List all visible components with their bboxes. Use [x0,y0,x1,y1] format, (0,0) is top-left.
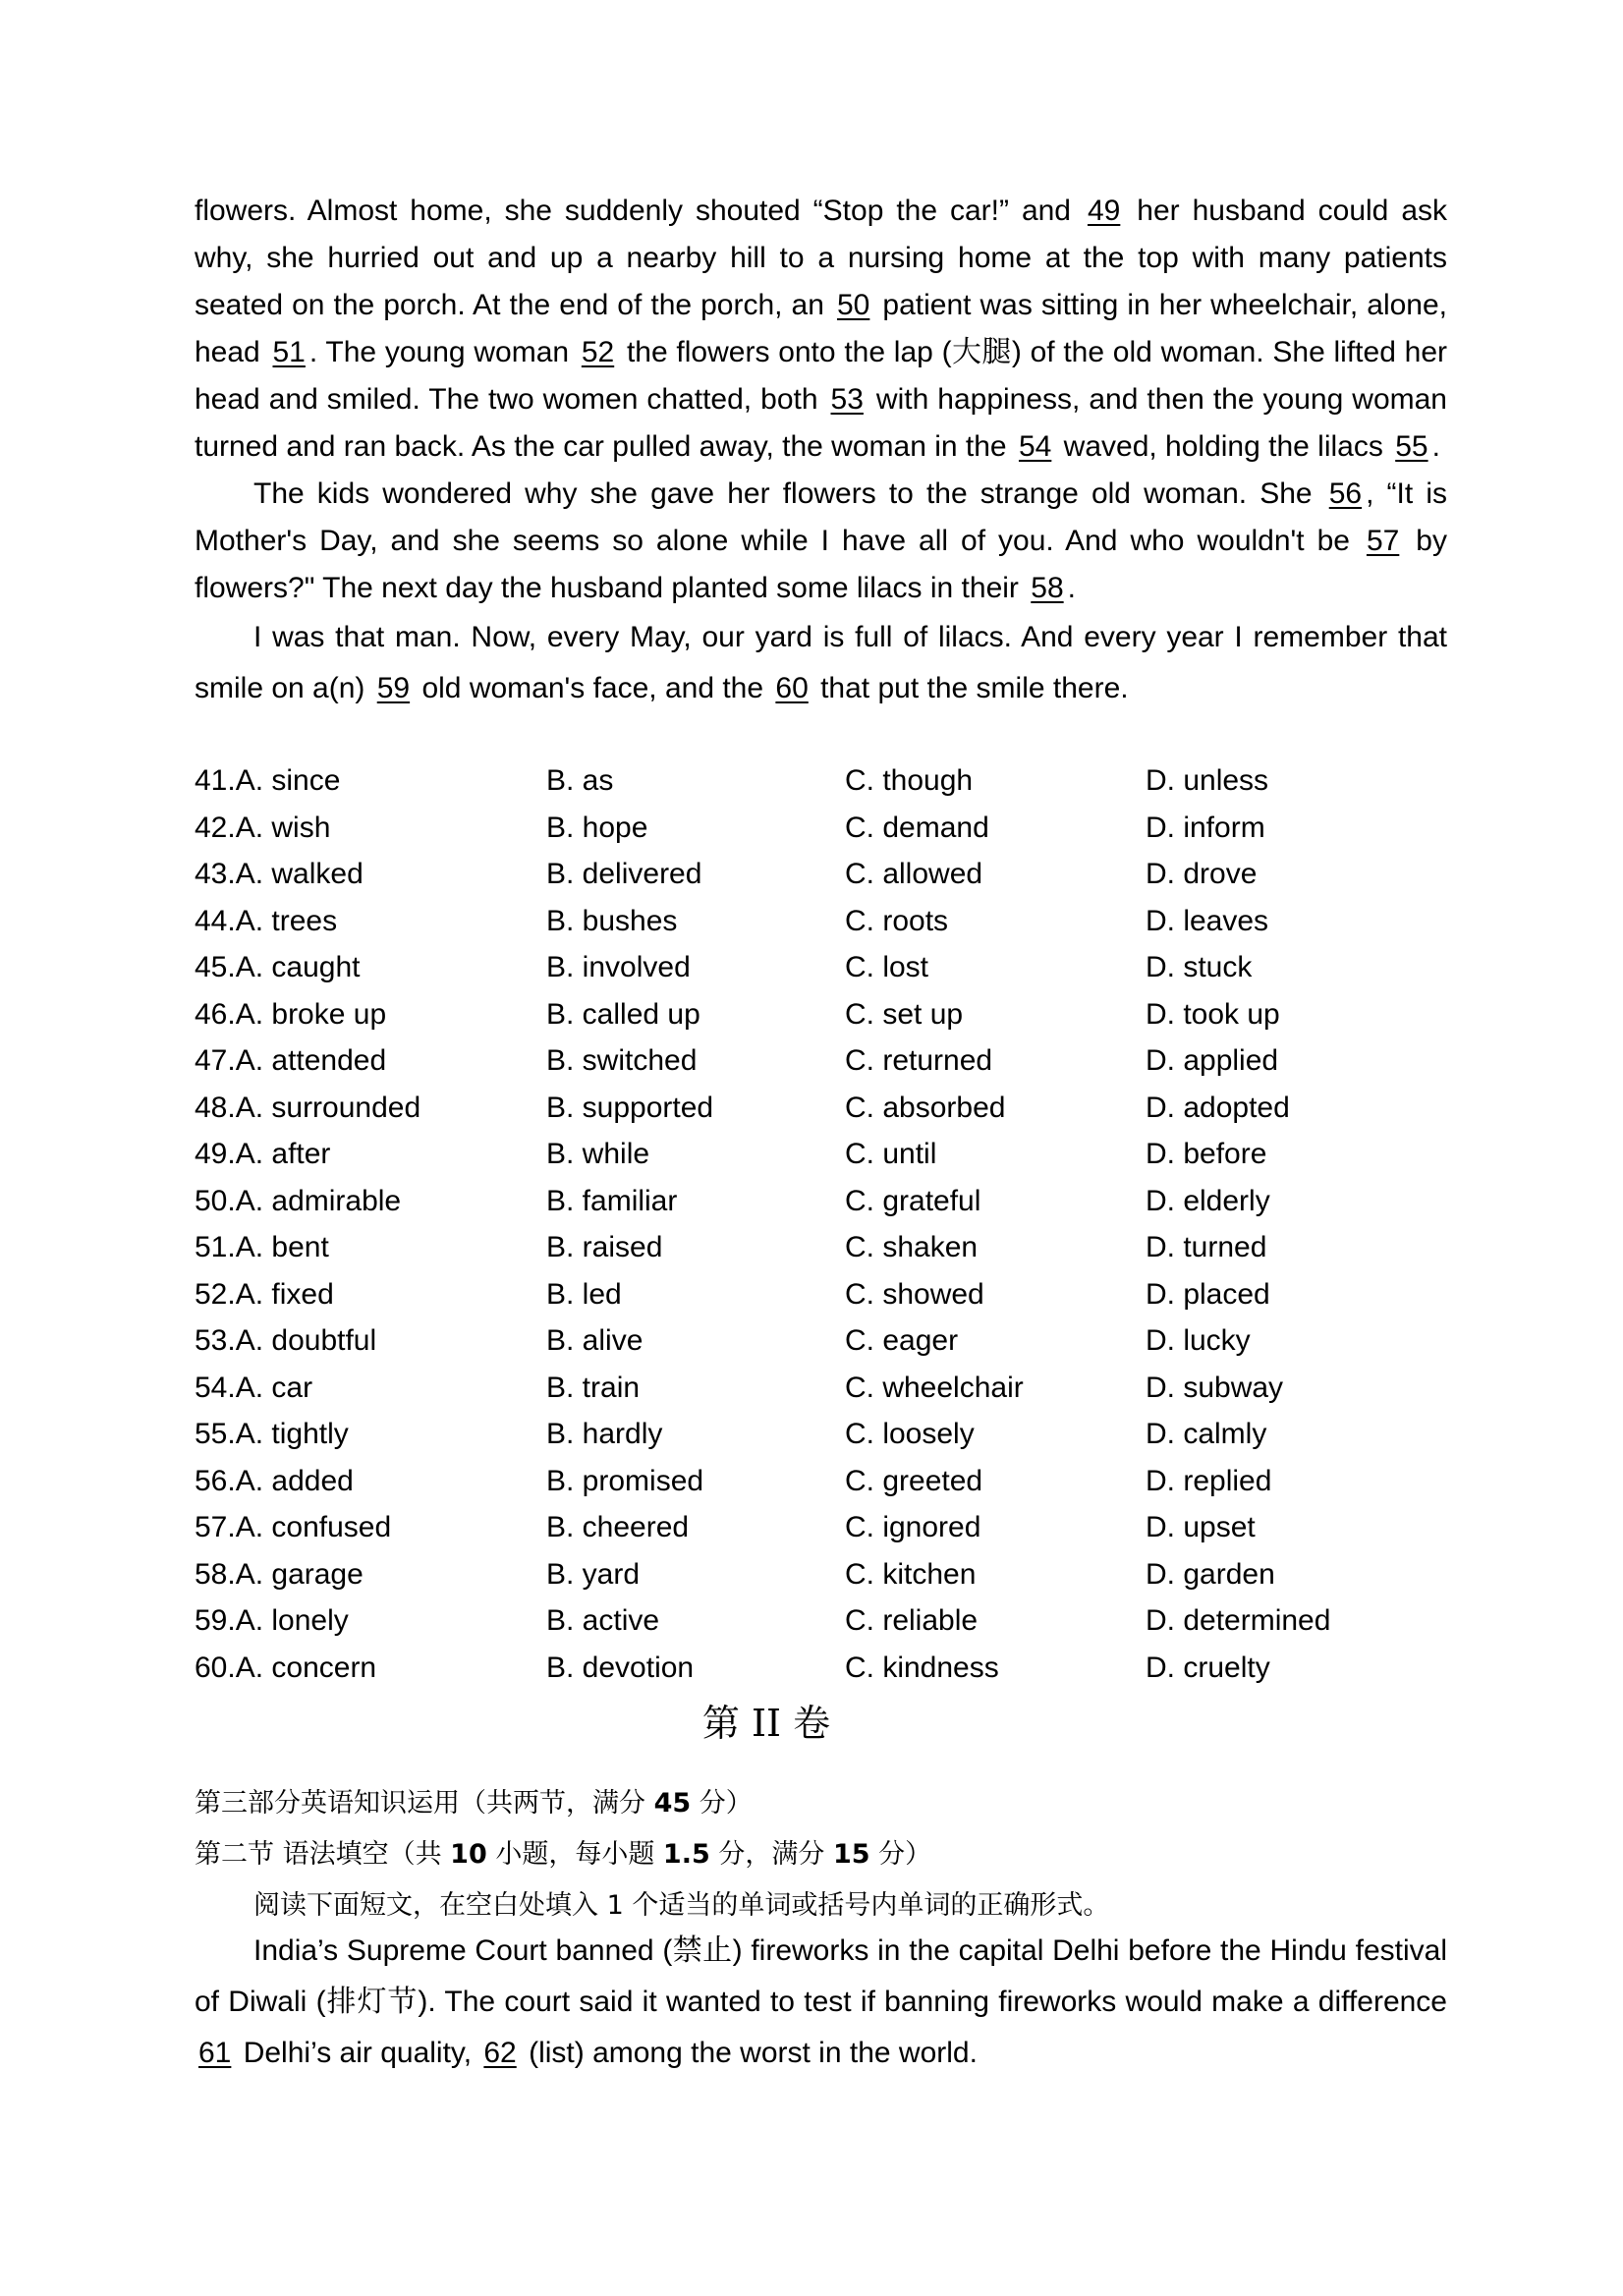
option-choice: 49.A. after [195,1138,331,1170]
option-choice: D. elderly [1146,1184,1270,1217]
option-choice: B. hope [546,811,648,844]
option-choice: 45.A. caught [195,951,361,983]
option-choice: B. active [546,1604,660,1637]
passage-text: that put the smile there. [812,672,1129,704]
option-choice: C. grateful [845,1184,981,1217]
blank-number: 59 [376,672,411,704]
option-choice: C. shaken [845,1231,979,1263]
option-choice: B. as [546,764,614,797]
option-choice: C. loosely [845,1418,975,1450]
option-choice: D. determined [1146,1604,1331,1637]
option-choice: 59.A. lonely [195,1604,349,1637]
passage-text: . [1067,572,1076,604]
option-row [195,1504,1447,1551]
option-choice: B. involved [546,951,691,983]
option-row [195,1085,1447,1132]
option-choice: D. replied [1146,1464,1272,1497]
option-choice: D. upset [1146,1511,1256,1543]
option-choice: C. roots [845,904,949,937]
option-choice: C. wheelchair [845,1371,1024,1404]
option-choice: D. cruelty [1146,1651,1270,1684]
part3-heading: 第三部分英语知识运用（共两节，满分 45 分） [195,1788,753,1819]
option-choice: B. cheered [546,1511,690,1543]
option-choice: B. switched [546,1044,698,1077]
passage-text: patient was sitting in her wheelchair, alone, head [195,289,1447,368]
option-choice: 47.A. attended [195,1044,387,1077]
option-choice: C. absorbed [845,1091,1006,1124]
option-choice: 50.A. admirable [195,1184,402,1217]
option-choice: D. before [1146,1138,1267,1170]
passage-paragraph-1 [195,188,1447,471]
option-choice: D. took up [1146,997,1280,1031]
option-choice: 52.A. fixed [195,1277,334,1311]
blank-number: 58 [1031,572,1064,604]
option-choice: D. lucky [1146,1324,1251,1357]
blank-number: 49 [1087,195,1121,227]
option-choice: 60.A. concern [195,1651,377,1684]
option-choice: 41.A. since [195,764,341,797]
option-choice: C. ignored [845,1511,981,1543]
option-choice: B. devotion [546,1651,695,1684]
option-choice: C. reliable [845,1604,979,1637]
option-choice: 56.A. added [195,1464,354,1497]
option-choice: 46.A. broke up [195,997,387,1031]
section-title: 第 II 卷 [701,1702,831,1745]
option-choice: B. hardly [546,1418,663,1450]
grammar-passage [195,1926,1447,2079]
passage-text: , “It is Mother's Day, and she seems so alone while I have all of you. And who wouldn't be [195,477,1447,557]
option-row [195,1551,1447,1598]
option-row [195,1458,1447,1505]
option-choice: B. led [546,1277,622,1311]
option-choice: D. leaves [1146,904,1269,937]
option-choice: D. unless [1146,764,1269,797]
option-row [195,851,1447,898]
option-row [195,1365,1447,1412]
blank-number: 52 [581,336,615,368]
cloze-passage [195,188,1447,714]
option-choice: B. supported [546,1091,714,1124]
option-choice: 54.A. car [195,1371,313,1404]
option-choice: B. yard [546,1557,641,1591]
grammar-paragraph-1 [195,1926,1447,2079]
passage-text: waved, holding the lilacs [1055,430,1392,463]
option-choice: B. train [546,1371,641,1404]
option-choice: 57.A. confused [195,1511,392,1543]
option-row [195,898,1447,945]
passage-paragraph-3 [195,612,1447,714]
option-row [195,805,1447,852]
grammar-section-heading: 第二节 语法填空（共 10 小题，每小题 1.5 分，满分 15 分） [195,1839,932,1870]
blank-number: 61 [198,2037,232,2069]
option-choice: B. bushes [546,904,678,937]
option-row [195,1597,1447,1645]
option-choice: 44.A. trees [195,904,338,937]
option-choice: D. applied [1146,1044,1279,1077]
option-choice: C. returned [845,1044,993,1077]
option-row [195,944,1447,991]
option-choice: D. subway [1146,1371,1284,1404]
option-choice: D. placed [1146,1277,1270,1311]
option-choice: C. kitchen [845,1557,977,1591]
option-choice: B. called up [546,997,700,1031]
blank-number: 60 [775,672,809,704]
passage-paragraph-2 [195,471,1447,612]
option-choice: B. raised [546,1231,663,1263]
option-choice: 55.A. tightly [195,1418,349,1450]
option-choice: D. calmly [1146,1418,1267,1450]
option-choice: D. drove [1146,858,1258,890]
option-row [195,991,1447,1038]
passage-text: flowers. Almost home, she suddenly shouted “Stop the car!” and [195,195,1084,227]
option-choice: D. adopted [1146,1091,1290,1124]
blank-number: 50 [836,289,870,321]
option-choice: 48.A. surrounded [195,1091,421,1124]
passage-text: (list) among the worst in the world. [520,2037,978,2069]
option-choice: 53.A. doubtful [195,1324,377,1357]
option-choice: C. showed [845,1277,984,1311]
passage-text: old woman's face, and the [414,672,772,704]
instruction-text: 阅读下面短文，在空白处填入 1 个适当的单词或括号内单词的正确形式。 [253,1890,1110,1921]
option-row [195,1178,1447,1225]
passage-text: her husband could ask why, she hurried out and up a nearby hill to a nursing home at the top with many patients seated on the porch. At the end of the porch, an [195,195,1447,321]
option-choice: 51.A. bent [195,1231,329,1263]
option-choice: C. though [845,764,974,797]
option-choice: D. garden [1146,1557,1275,1591]
passage-text: I was that man. Now, every May, our yard is full of lilacs. And every year I remember that smile on a(n) [195,621,1447,704]
passage-text: the flowers onto the lap (大腿) of the old woman. She lifted her head and smiled. The two women chatted, both [195,336,1447,416]
passage-text: India’s Supreme Court banned (禁止) fireworks in the capital Delhi before the Hindu festival of Diwali (排灯节). The court said it wanted to test if banning fireworks would make a difference [195,1934,1447,2018]
option-choice: C. demand [845,811,989,844]
passage-text: . [1431,430,1440,463]
blank-number: 51 [272,336,306,368]
section-headings [195,1778,1447,1932]
option-row [195,1271,1447,1318]
option-choice: D. stuck [1146,951,1253,983]
option-choice: 43.A. walked [195,858,364,890]
option-row [195,757,1447,805]
passage-text: with happiness, and then the young woman turned and ran back. As the car pulled away, the woman in the [195,383,1447,463]
answer-options [195,757,1447,1691]
option-row [195,1645,1447,1692]
option-choice: C. until [845,1138,937,1170]
option-choice: D. turned [1146,1231,1267,1263]
passage-text: by flowers?" The next day the husband planted some lilacs in their [195,525,1447,604]
option-choice: C. eager [845,1324,959,1357]
option-choice: C. set up [845,997,964,1031]
blank-number: 53 [830,383,864,416]
option-choice: C. greeted [845,1464,983,1497]
blank-number: 55 [1395,430,1428,463]
option-choice: C. kindness [845,1651,999,1684]
option-choice: D. inform [1146,811,1265,844]
blank-number: 57 [1366,525,1400,557]
option-choice: B. promised [546,1464,704,1497]
option-row [195,1037,1447,1085]
blank-number: 62 [483,2037,517,2069]
option-choice: B. familiar [546,1184,678,1217]
option-choice: C. lost [845,951,929,983]
blank-number: 54 [1018,430,1052,463]
option-row [195,1224,1447,1271]
option-choice: 58.A. garage [195,1557,364,1591]
passage-text: . The young woman [308,336,578,368]
option-choice: B. while [546,1138,650,1170]
option-choice: B. delivered [546,858,702,890]
option-row [195,1131,1447,1178]
passage-text: The kids wondered why she gave her flowers to the strange old woman. She [253,477,1325,510]
option-row [195,1317,1447,1365]
option-choice: 42.A. wish [195,811,331,844]
option-row [195,1411,1447,1458]
option-choice: C. allowed [845,858,983,890]
option-choice: B. alive [546,1324,644,1357]
passage-text: Delhi’s air quality, [235,2037,480,2069]
blank-number: 56 [1328,477,1363,510]
